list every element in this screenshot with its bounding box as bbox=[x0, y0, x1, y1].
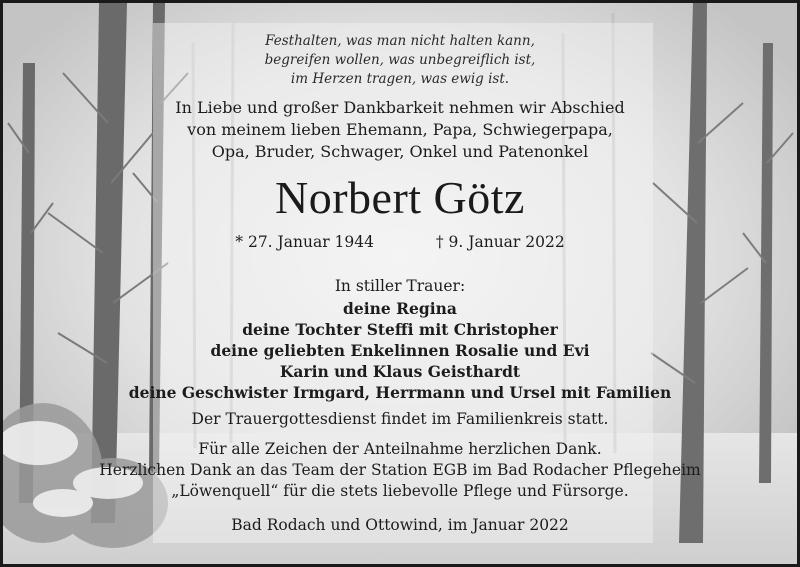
motto-line-3: im Herzen tragen, was ewig ist. bbox=[290, 71, 510, 87]
mourner-line: deine Regina bbox=[343, 299, 457, 318]
deceased-name: Norbert Götz bbox=[275, 172, 525, 223]
mourning-label: In stiller Trauer: bbox=[334, 277, 466, 295]
thanks-line-2: Herzlichen Dank an das Team der Station EGB im Bad Rodacher Pflegeheim bbox=[99, 461, 701, 479]
mourner-line: deine Geschwister Irmgard, Herrmann und Ursel mit Familien bbox=[128, 383, 672, 402]
birth-date: * 27. Januar 1944 bbox=[235, 233, 374, 251]
intro-line-3: Opa, Bruder, Schwager, Onkel und Patenonkel bbox=[211, 142, 589, 161]
motto-line-2: begreifen wollen, was unbegreiflich ist, bbox=[264, 52, 536, 68]
mourner-line: deine geliebten Enkelinnen Rosalie und Evi bbox=[210, 341, 590, 360]
place-and-date: Bad Rodach und Ottowind, im Januar 2022 bbox=[231, 516, 569, 534]
service-note: Der Trauergottesdienst findet im Familienkreis statt. bbox=[191, 410, 609, 428]
mourner-line: Karin und Klaus Geisthardt bbox=[279, 362, 521, 381]
motto-line-1: Festhalten, was man nicht halten kann, bbox=[265, 33, 535, 49]
thanks-line-1: Für alle Zeichen der Anteilnahme herzlichen Dank. bbox=[198, 440, 602, 458]
mourner-line: deine Tochter Steffi mit Christopher bbox=[242, 320, 558, 339]
death-date: † 9. Januar 2022 bbox=[435, 233, 565, 251]
intro-line-2: von meinem lieben Ehemann, Papa, Schwiegerpapa, bbox=[187, 120, 613, 139]
thanks-line-3: „Löwenquell“ für die stets liebevolle Pflege und Fürsorge. bbox=[171, 482, 629, 500]
life-dates bbox=[3, 233, 797, 251]
intro-line-1: In Liebe und großer Dankbarkeit nehmen wir Abschied bbox=[175, 98, 625, 117]
